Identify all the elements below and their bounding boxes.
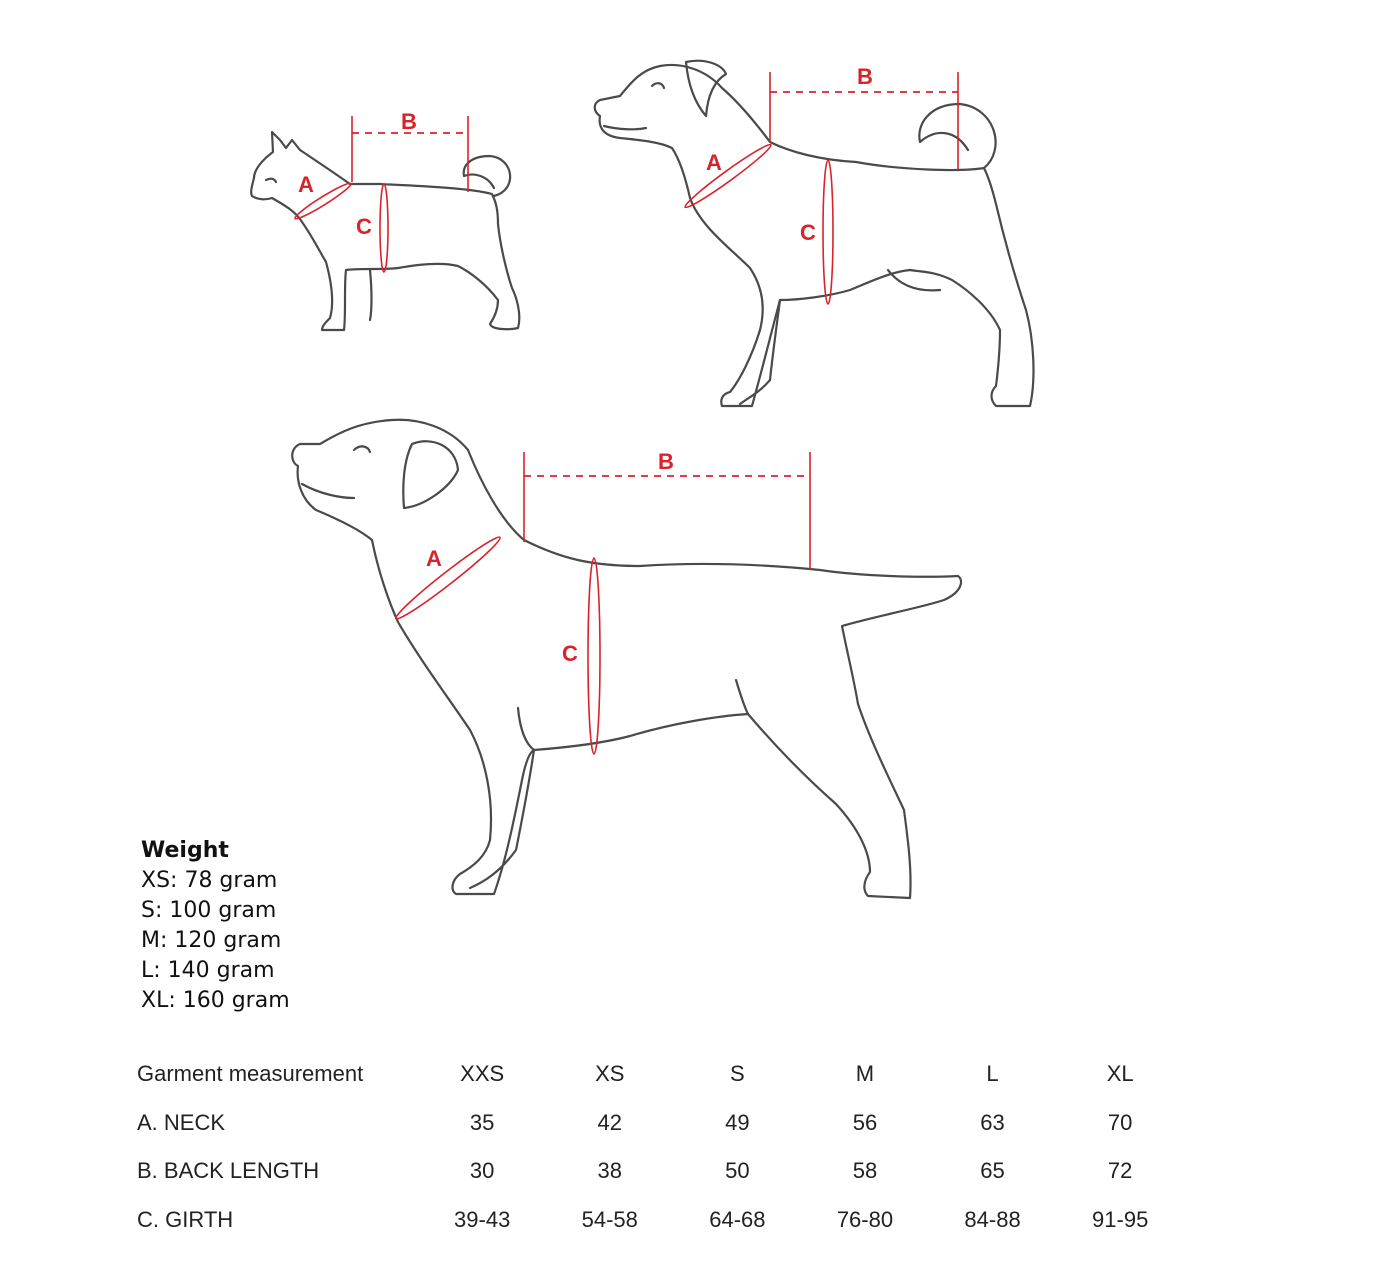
small-dog-illustration (251, 109, 519, 330)
medium-dog-eye (652, 83, 664, 88)
table-row-neck (124, 1099, 1184, 1148)
medium-dog-label-b: B (857, 64, 873, 89)
table-cell: 35 (469, 1109, 495, 1135)
large-dog-flank (736, 680, 748, 714)
size-table-header-row (124, 1050, 1184, 1099)
small-dog-leg (370, 270, 372, 320)
table-cell: 70 (1107, 1109, 1133, 1135)
large-dog-mouth (302, 484, 354, 498)
weight-list (141, 836, 290, 1016)
size-header: XXS (460, 1061, 505, 1087)
large-dog-label-b: B (658, 449, 674, 474)
small-dog-label-b: B (401, 109, 417, 134)
large-dog-illustration (292, 420, 961, 898)
table-cell: 63 (980, 1109, 1005, 1135)
medium-dog-label-a: A (706, 150, 722, 175)
table-row-back-length (124, 1147, 1184, 1196)
large-dog-label-c: C (562, 641, 578, 666)
large-dog-label-a: A (426, 546, 442, 571)
row-label: A. NECK (137, 1109, 226, 1135)
table-cell: 76-80 (836, 1206, 894, 1232)
table-cell: 64-68 (709, 1206, 766, 1232)
large-dog-elbow (518, 708, 534, 750)
small-dog-label-c: C (356, 214, 372, 239)
large-dog-outline (292, 420, 961, 898)
size-header: S (730, 1061, 745, 1087)
row-label: B. BACK LENGTH (137, 1158, 320, 1184)
large-dog-girth-loop (588, 558, 600, 754)
weight-item-l: L: 140 gram (141, 958, 275, 983)
large-dog-neck-loop (392, 533, 503, 624)
table-cell: 42 (597, 1109, 622, 1135)
medium-dog-neck-loop (682, 141, 774, 211)
table-cell: 56 (852, 1109, 878, 1135)
medium-dog-front-leg (740, 300, 780, 404)
small-dog-girth-loop (380, 184, 388, 272)
size-header: M (855, 1061, 875, 1087)
small-dog-outline (251, 132, 519, 330)
table-cell: 38 (597, 1158, 622, 1184)
weight-item-xs: XS: 78 gram (141, 868, 278, 893)
medium-dog-illustration (595, 61, 1034, 406)
weight-item-xl: XL: 160 gram (141, 988, 290, 1013)
weight-title: Weight (141, 838, 229, 863)
medium-dog-girth-loop (823, 160, 833, 304)
weight-item-s: S: 100 gram (141, 898, 277, 923)
weight-item-m: M: 120 gram (141, 928, 282, 953)
table-cell: 50 (725, 1158, 750, 1184)
table-cell: 39-43 (454, 1206, 511, 1232)
size-header: XS (595, 1061, 625, 1087)
medium-dog-label-c: C (800, 220, 816, 245)
small-dog-eye (266, 179, 276, 182)
header-label: Garment measurement (137, 1061, 364, 1087)
table-row-girth (124, 1196, 1184, 1245)
table-cell: 49 (725, 1109, 750, 1135)
large-dog-eye (354, 446, 370, 452)
table-cell: 54-58 (581, 1206, 638, 1232)
medium-dog-mouth (604, 126, 646, 129)
size-header: XL (1106, 1061, 1134, 1087)
table-cell: 72 (1107, 1158, 1133, 1184)
table-cell: 91-95 (1092, 1206, 1149, 1232)
row-label: C. GIRTH (137, 1206, 234, 1232)
table-cell: 30 (469, 1158, 495, 1184)
size-header: L (986, 1061, 999, 1087)
table-cell: 84-88 (964, 1206, 1021, 1232)
large-dog-ear (403, 441, 458, 508)
small-dog-label-a: A (298, 172, 314, 197)
table-cell: 58 (852, 1158, 878, 1184)
table-cell: 65 (980, 1158, 1005, 1184)
size-table (124, 1050, 1184, 1244)
